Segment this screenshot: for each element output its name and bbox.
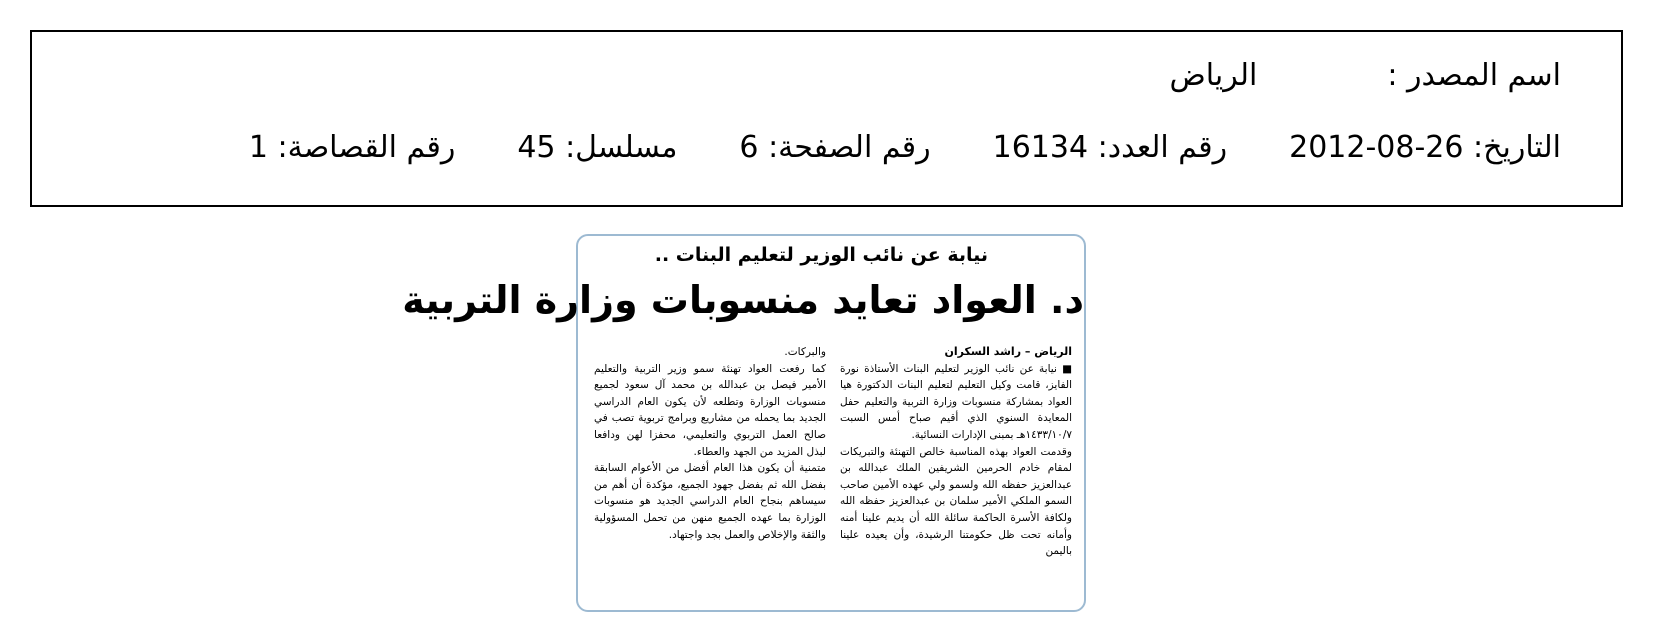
article-paragraph: والبركات. [784,346,826,358]
article-byline: الرياض – راشد السكران [944,345,1072,358]
serial-value: 45 [517,130,556,165]
issue-value: 16134 [992,130,1089,165]
article-paragraph: كما رفعت العواد تهنئة سمو وزير التربية والتعليم الأمير فيصل بن عبدالله بن محمد آل سعود لجميع منسوبات الوزارة وتطلعه لأن يكون العام الدراسي الجديد بما يحمله من مشاريع وبرامج تربوية تصب في صالح العمل التربوي والتعليمي، محفزا لهن ودافعا لبذل المزيد من الجهد والعطاء. [594,362,826,458]
article-paragraph: ■ نيابة عن نائب الوزير لتعليم البنات الأستاذة نورة الفايز، قامت وكيل التعليم لتعليم البنات الدكتورة هيا العواد بمشاركة منسوبات وزارة التربية والتعليم حفل المعايدة السنوي الذي أقيم صباح أمس السبت ١٤٣٣/١٠/٧هـ بمبنى الإدارات النسائية. [840,362,1072,441]
article-paragraph: وقدمت العواد بهذه المناسبة خالص التهنئة والتبريكات لمقام خادم الحرمين الشريفين الملك عبدالله بن عبدالعزيز حفظه الله ولسمو ولي عهده الأمين صاحب السمو الملكي الأمير سلمان بن عبدالعزيز حفظه الله ولكافة الأسرة الحاكمة سائلة الله أن يديم علينا أمنه وأمانه تحت ظل حكومتنا الرشيدة، وأن يعيده علينا باليمن [840,445,1072,558]
page-value: 6 [739,130,759,165]
source-value: الرياض [1169,58,1258,93]
serial-label: مسلسل: [565,130,678,165]
article-paragraph: متمنية أن يكون هذا العام أفضل من الأعوام السابقة بفضل الله ثم بفضل جهود الجميع، مؤكدة أن أهم من سيساهم بنجاح العام الدراسي الجديد هو منسوبات الوزارة بما عهده الجميع منهن من تحمل المسؤولية والثقة والإخلاص والعمل بجد واجتهاد. [594,462,826,541]
date-label: التاريخ: [1473,130,1561,165]
page-label: رقم الصفحة: [768,130,931,165]
details-line [249,128,1561,168]
source-line [1170,56,1561,96]
article-headline: د. العواد تعايد منسوبات وزارة التربية [402,278,1084,322]
article-column-left [594,344,826,543]
source-label: اسم المصدر : [1387,58,1561,93]
date-value: 2012-08-26 [1289,130,1464,165]
article-kicker: نيابة عن نائب الوزير لتعليم البنات .. [654,244,988,266]
newspaper-clipping [402,234,1086,612]
article-column-right [840,344,1072,560]
clipping-metadata-box [30,30,1623,207]
clipping-value: 1 [248,130,268,165]
issue-label: رقم العدد: [1097,130,1228,165]
clipping-label: رقم القصاصة: [277,130,456,165]
